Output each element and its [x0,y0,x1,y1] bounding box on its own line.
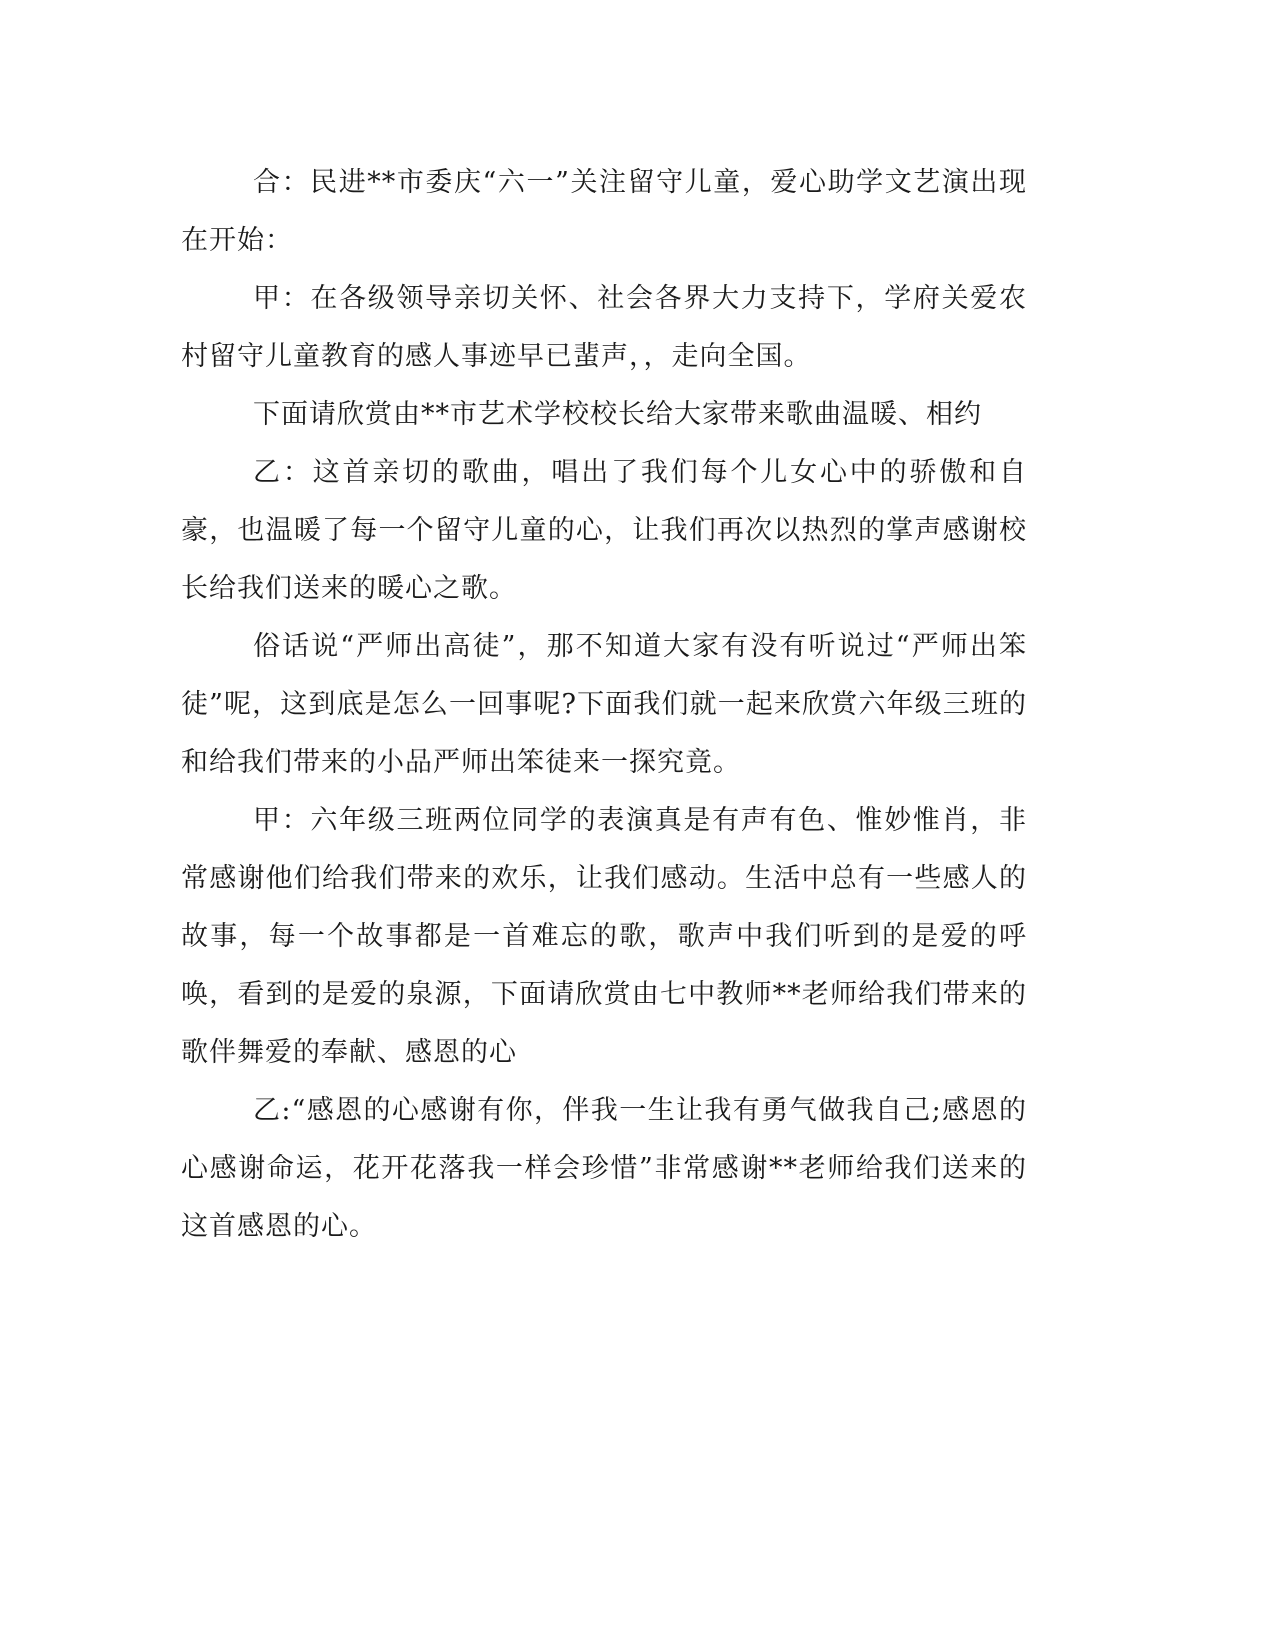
paragraph-skit-intro: 俗话说“严师出高徒”，那不知道大家有没有听说过“严师出笨徒”呢，这到底是怎么一回事呢?下面我们就一起来欣赏六年级三班的和给我们带来的小品严师出笨徒来一探究竟。 [181,631,1027,778]
paragraph-jia-dance-intro: 甲：六年级三班两位同学的表演真是有声有色、惟妙惟肖，非常感谢他们给我们带来的欢乐，让我们感动。生活中总有一些感人的故事，每一个故事都是一首难忘的歌，歌声中我们听到的是爱的呼唤，看到的是爱的泉源，下面请欣赏由七中教师**老师给我们带来的歌伴舞爱的奉献、感恩的心 [181,805,1027,1068]
paragraph-yi-closing: 乙:“感恩的心感谢有你，伴我一生让我有勇气做我自己;感恩的心感谢命运，花开花落我一样会珍惜”非常感谢**老师给我们送来的这首感恩的心。 [181,1095,1027,1242]
paragraph-yi-thanks: 乙：这首亲切的歌曲，唱出了我们每个儿女心中的骄傲和自豪，也温暖了每一个留守儿童的心，让我们再次以热烈的掌声感谢校长给我们送来的暖心之歌。 [181,457,1027,604]
document-body [181,154,1027,1256]
paragraph-jia-intro: 甲：在各级领导亲切关怀、社会各界大力支持下，学府关爱农村留守儿童教育的感人事迹早已蜚声，，走向全国。 [181,283,1027,372]
paragraph-opening: 合：民进**市委庆“六一”关注留守儿童，爱心助学文艺演出现在开始： [181,167,1027,256]
paragraph-song-announcement: 下面请欣赏由**市艺术学校校长给大家带来歌曲温暖、相约 [253,399,982,430]
